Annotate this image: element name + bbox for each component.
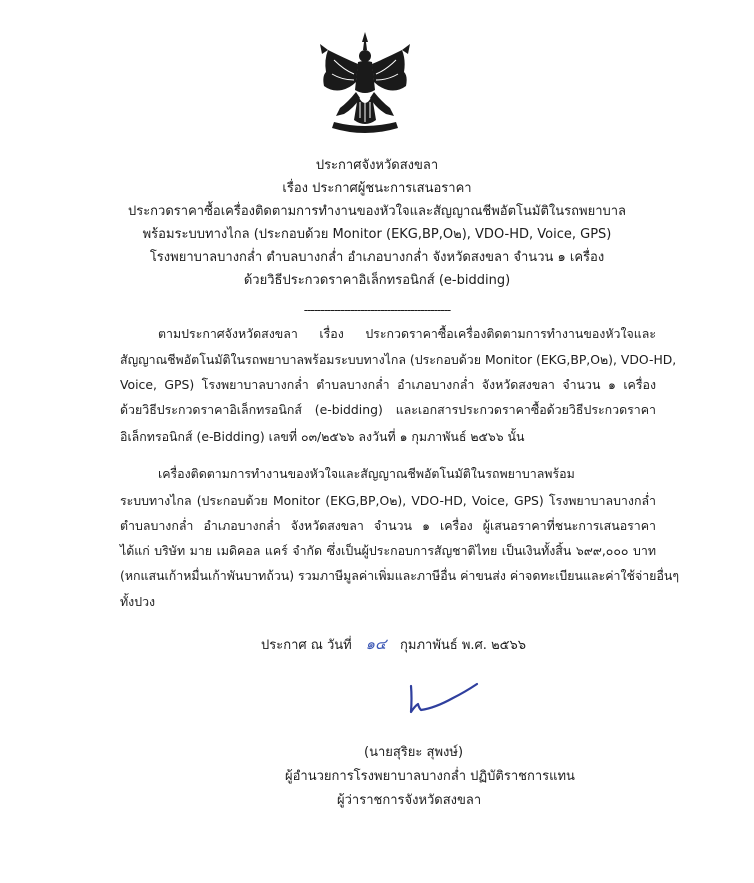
paragraph-1-line-4: ด้วยวิธีประกวดราคาอิเล็กทรอนิกส์ (e-bidding) และเอกสารประกวดราคาซื้อด้วยวิธีประกวดราคา bbox=[120, 402, 656, 417]
handwritten-signature bbox=[405, 680, 485, 720]
paragraph-2-line-6: ทั้งปวง bbox=[120, 594, 156, 609]
paragraph-1-line-3: Voice, GPS) โรงพยาบาลบางกล่ำ ตำบลบางกล่ำ อำเภอบางกล่ำ จังหวัดสงขลา จำนวน ๑ เครื่อง bbox=[120, 377, 656, 392]
handwritten-day: ๑๔ bbox=[365, 635, 387, 653]
signer-title-line-1: ผู้อำนวยการโรงพยาบาลบางกล่ำ ปฏิบัติราชการแทน bbox=[285, 769, 575, 784]
announcement-heading: ประกาศจังหวัดสงขลา bbox=[315, 158, 439, 173]
procurement-title-line-4: ด้วยวิธีประกวดราคาอิเล็กทรอนิกส์ (e-bidding) bbox=[243, 273, 511, 288]
paragraph-2-line-3: ตำบลบางกล่ำ อำเภอบางกล่ำ จังหวัดสงขลา จำนวน ๑ เครื่อง ผู้เสนอราคาที่ชนะการเสนอราคา bbox=[120, 518, 656, 533]
paragraph-2-line-2: ระบบทางไกล (ประกอบด้วย Monitor (EKG,BP,O๒), VDO-HD, Voice, GPS) โรงพยาบาลบางกล่ำ bbox=[120, 493, 656, 508]
announcement-date bbox=[261, 632, 526, 656]
procurement-title-line-3: โรงพยาบาลบางกล่ำ ตำบลบางกล่ำ อำเภอบางกล่ำ จังหวัดสงขลา จำนวน ๑ เครื่อง bbox=[149, 250, 605, 265]
paragraph-1-line-1: ตามประกาศจังหวัดสงขลา เรื่อง ประกวดราคาซื้อเครื่องติดตามการทำงานของหัวใจและ bbox=[158, 326, 656, 341]
signer-title-line-2: ผู้ว่าราชการจังหวัดสงขลา bbox=[337, 793, 482, 808]
paragraph-2-line-4: ได้แก่ บริษัท มาย เมดิคอล แคร์ จำกัด ซึ่งเป็นผู้ประกอบการสัญชาติไทย เป็นเงินทั้งสิ้น ๖๙๙,๐๐๐ บาท bbox=[120, 543, 656, 558]
procurement-title-line-2: พร้อมระบบทางไกล (ประกอบด้วย Monitor (EKG,BP,O๒), VDO-HD, Voice, GPS) bbox=[142, 227, 612, 242]
paragraph-2-line-5: (หกแสนเก้าหมื่นเก้าพันบาทถ้วน) รวมภาษีมูลค่าเพิ่มและภาษีอื่น ค่าขนส่ง ค่าจดทะเบียนและค่าใช้จ่ายอื่นๆ bbox=[120, 568, 680, 583]
procurement-title-line-1: ประกวดราคาซื้อเครื่องติดตามการทำงานของหัวใจและสัญญาณชีพอัตโนมัติในรถพยาบาล bbox=[127, 204, 627, 219]
garuda-emblem-icon bbox=[314, 30, 416, 142]
paragraph-1-line-2: สัญญาณชีพอัตโนมัติในรถพยาบาลพร้อมระบบทางไกล (ประกอบด้วย Monitor (EKG,BP,O๒), VDO-HD, bbox=[120, 352, 677, 367]
subject-line: เรื่อง ประกาศผู้ชนะการเสนอราคา bbox=[282, 181, 472, 196]
paragraph-2-line-1: เครื่องติดตามการทำงานของหัวใจและสัญญาณชีพอัตโนมัติในรถพยาบาลพร้อม bbox=[158, 466, 575, 481]
paragraph-1-line-5: อิเล็กทรอนิกส์ (e-Bidding) เลขที่ ๐๓/๒๕๖๖ ลงวันที่ ๑ กุมภาพันธ์ ๒๕๖๖ นั้น bbox=[120, 429, 525, 444]
date-month-year: กุมภาพันธ์ พ.ศ. ๒๕๖๖ bbox=[400, 638, 526, 653]
divider: -------------------------------------------- bbox=[303, 303, 451, 317]
signer-name: (นายสุริยะ สุพงษ์) bbox=[364, 745, 464, 760]
date-prefix: ประกาศ ณ วันที่ bbox=[261, 638, 352, 653]
